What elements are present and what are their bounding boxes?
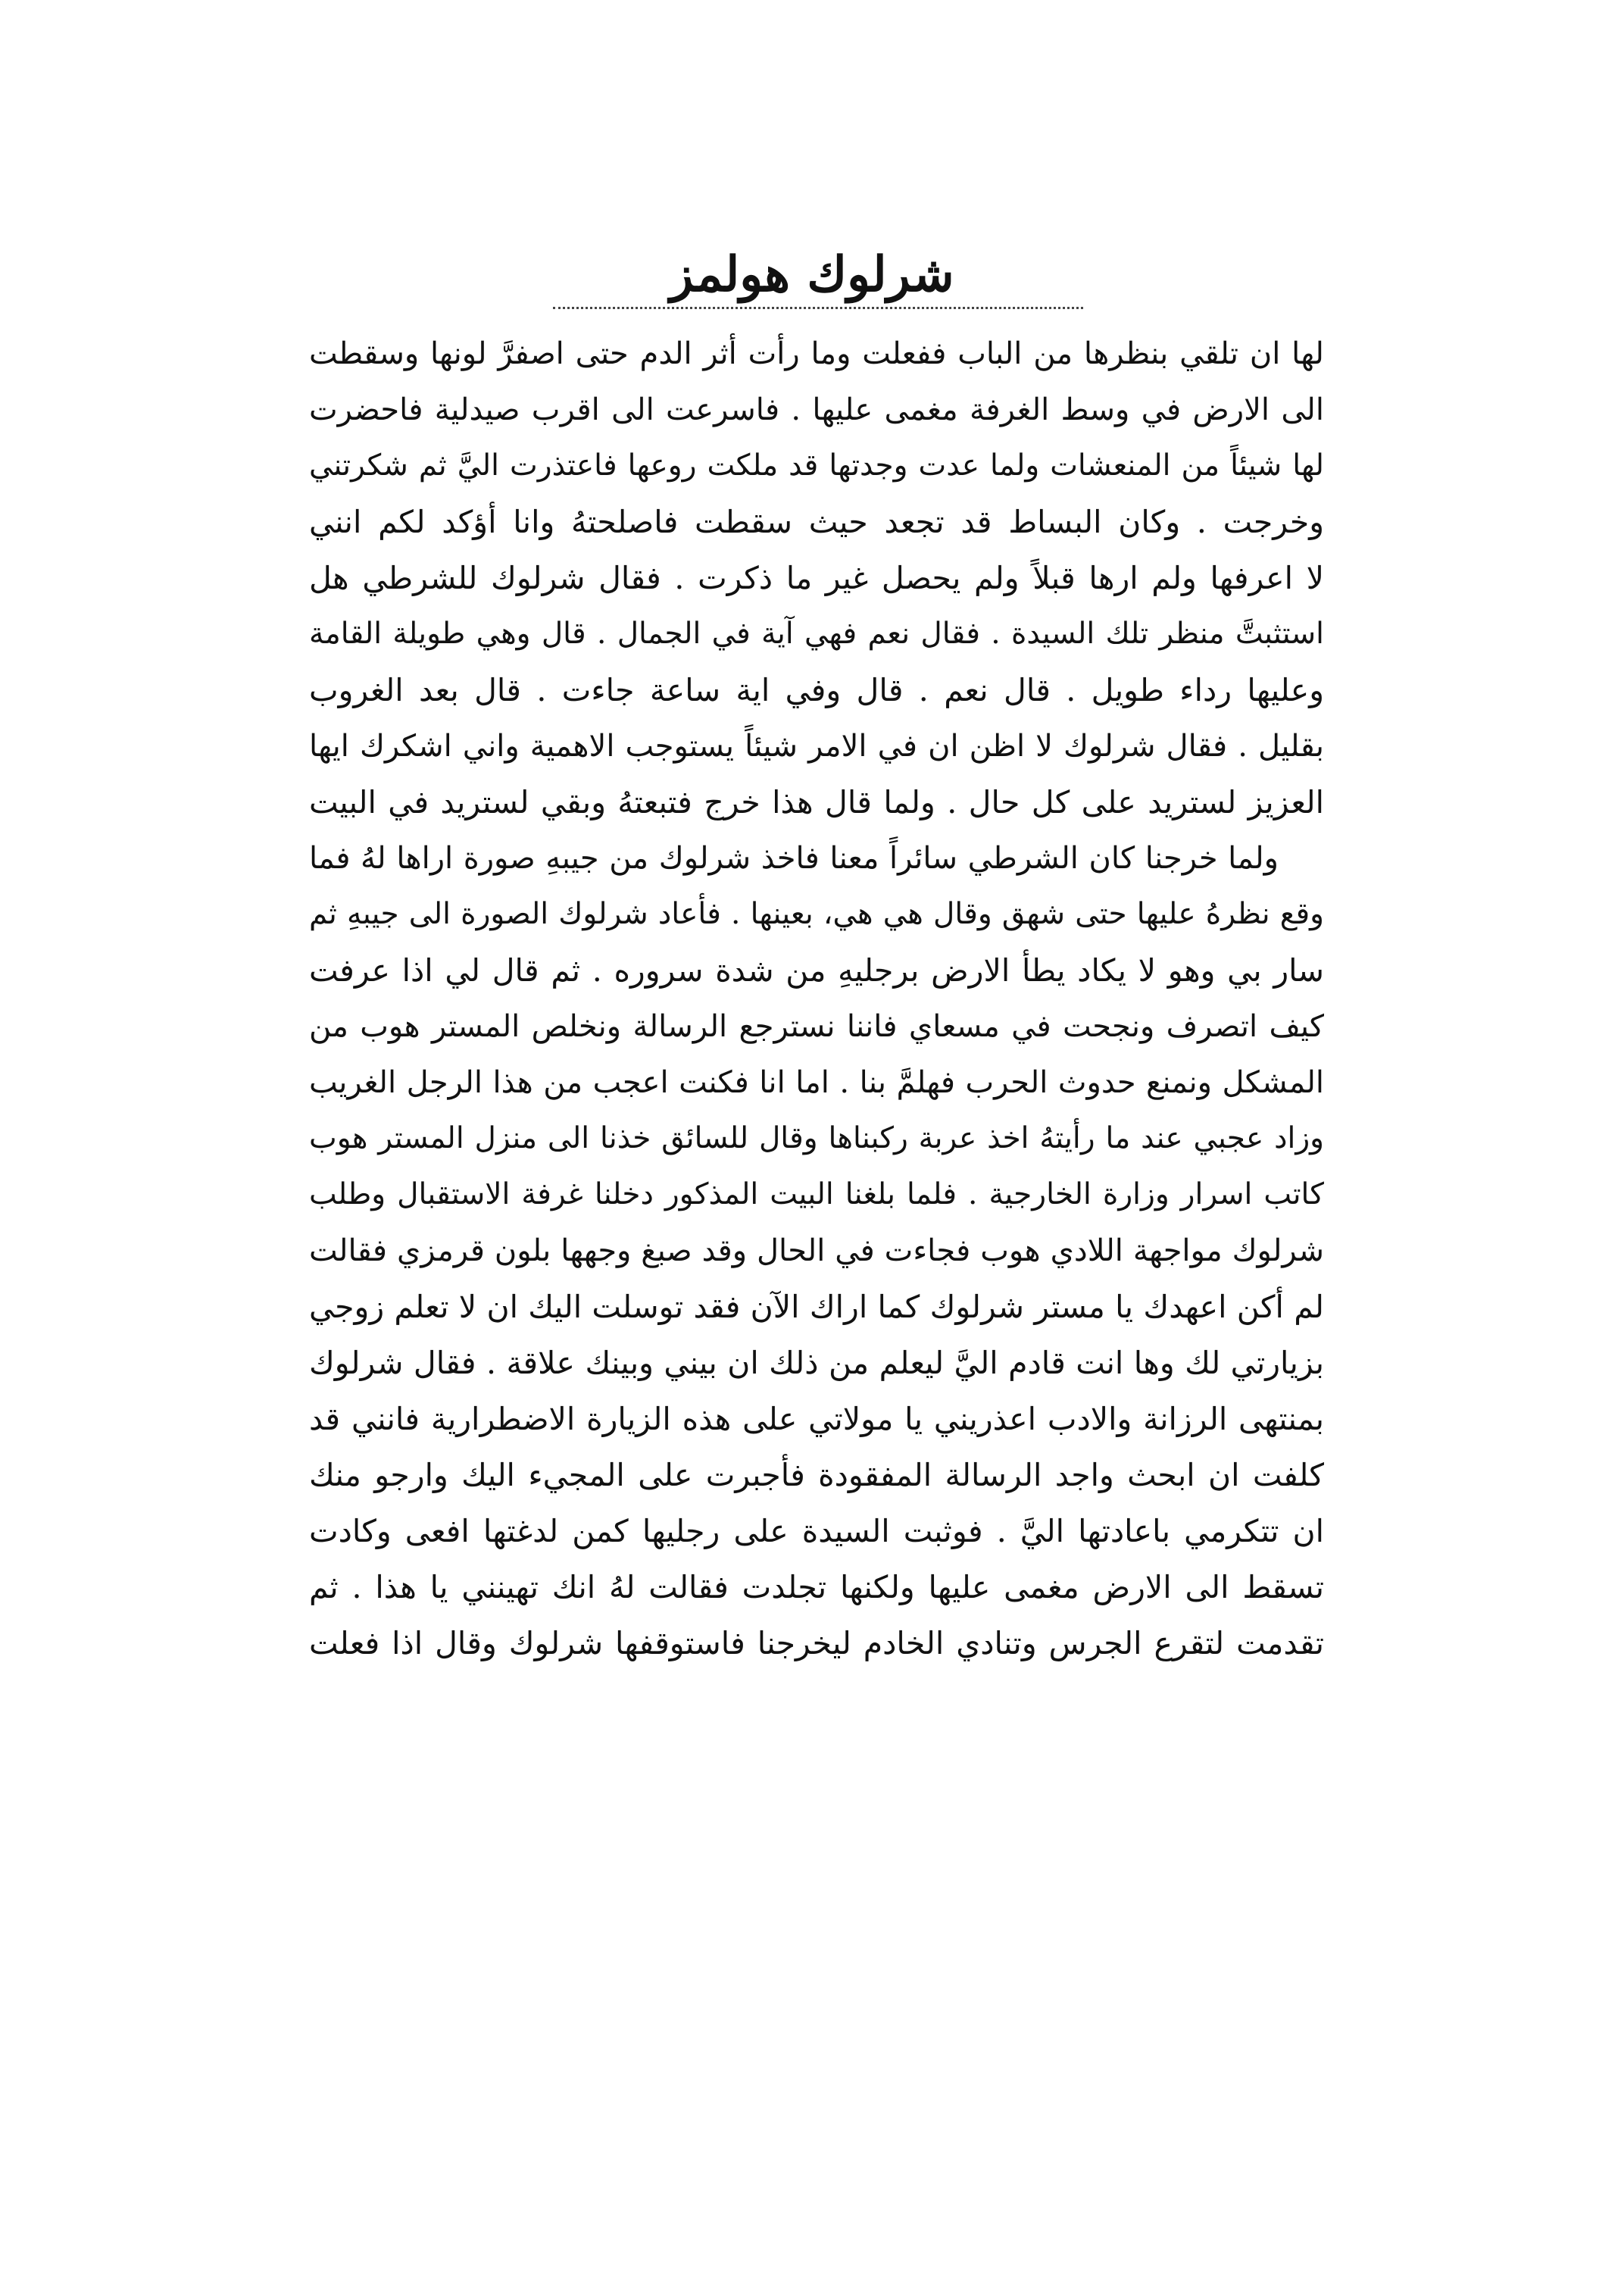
text-line: تقدمت لتقرع الجرس وتنادي الخادم ليخرجنا فاستوقفها شرلوك وقال اذا فعلت [309,1625,1324,1661]
paragraph-first-line: ولما خرجنا كان الشرطي سائراً معنا فاخذ شرلوك من جيبهِ صورة اراها لهُ فما [309,841,1279,876]
text-line: العزيز لستريد على كل حال . ولما قال هذا خرج فتبعتهُ وبقي لستريد في البيت [309,784,1324,820]
text-line: كيف اتصرف ونجحت في مسعاي فاننا نسترجع الرسالة ونخلص المستر هوب من [309,1009,1324,1044]
text-line: كاتب اسرار وزارة الخارجية . فلما بلغنا البيت المذكور دخلنا غرفة الاستقبال وطلب [309,1177,1324,1211]
text-line: المشكل ونمنع حدوث الحرب فهلمَّ بنا . اما انا فكنت اعجب من هذا الرجل الغريب [309,1065,1324,1100]
text-line: بمنتهى الرزانة والادب اعذريني يا مولاتي على هذه الزيارة الاضطرارية فانني قد [309,1401,1324,1437]
text-line: وزاد عجبي عند ما رأيتهُ اخذ عربة ركبناها وقال للسائق خذنا الى منزل المستر هوب [309,1121,1324,1155]
text-line: شرلوك مواجهة اللادي هوب فجاءت في الحال وقد صبغ وجهها بلون قرمزي فقالت [309,1233,1324,1268]
text-line: بقليل . فقال شرلوك لا اظن ان في الامر شيئاً يستوجب الاهمية واني اشكرك ايها [309,729,1324,764]
body-text [309,326,1324,1671]
page-title: شرلوك هولمز [670,246,954,303]
text-line: وخرجت . وكان البساط قد تجعد حيث سقطت فاصلحتهُ وانا أؤكد لكم انني [309,504,1324,540]
text-line: تسقط الى الارض مغمى عليها ولكنها تجلدت فقالت لهُ انك تهينني يا هذا . ثم [309,1569,1324,1605]
text-line: وقع نظرهُ عليها حتى شهق وقال هي هي، بعينها . فأعاد شرلوك الصورة الى جيبهِ ثم [309,897,1324,931]
text-line: استثبتَّ منظر تلك السيدة . فقال نعم فهي آية في الجمال . قال وهي طويلة القامة [309,617,1324,651]
text-line: لم أكن اعهدك يا مستر شرلوك كما اراك الآن فقد توسلت اليك ان لا تعلم زوجي [309,1289,1324,1325]
text-line: لها ان تلقي بنظرها من الباب ففعلت وما رأت أثر الدم حتى اصفرَّ لونها وسقطت [309,336,1324,371]
text-line: الى الارض في وسط الغرفة مغمى عليها . فاسرعت الى اقرب صيدلية فاحضرت [309,392,1324,427]
text-line: بزيارتي لك وها انت قادم اليَّ ليعلم من ذلك ان بيني وبينك علاقة . فقال شرلوك [309,1345,1324,1381]
text-line: سار بي وهو لا يكاد يطأ الارض برجليهِ من شدة سروره . ثم قال لي اذا عرفت [309,952,1324,989]
text-line: وعليها رداء طويل . قال نعم . قال وفي اية ساعة جاءت . قال بعد الغروب [309,672,1324,708]
text-line: لها شيئاً من المنعشات ولما عدت وجدتها قد ملكت روعها فاعتذرت اليَّ ثم شكرتني [309,449,1324,483]
text-line: ان تتكرمي باعادتها اليَّ . فوثبت السيدة على رجليها كمن لدغتها افعى وكادت [309,1513,1324,1549]
header-divider [553,307,1083,309]
text-line: لا اعرفها ولم ارها قبلاً ولم يحصل غير ما ذكرت . فقال شرلوك للشرطي هل [309,560,1324,596]
text-line: كلفت ان ابحث واجد الرسالة المفقودة فأجبرت على المجيء اليك وارجو منك [309,1457,1324,1493]
